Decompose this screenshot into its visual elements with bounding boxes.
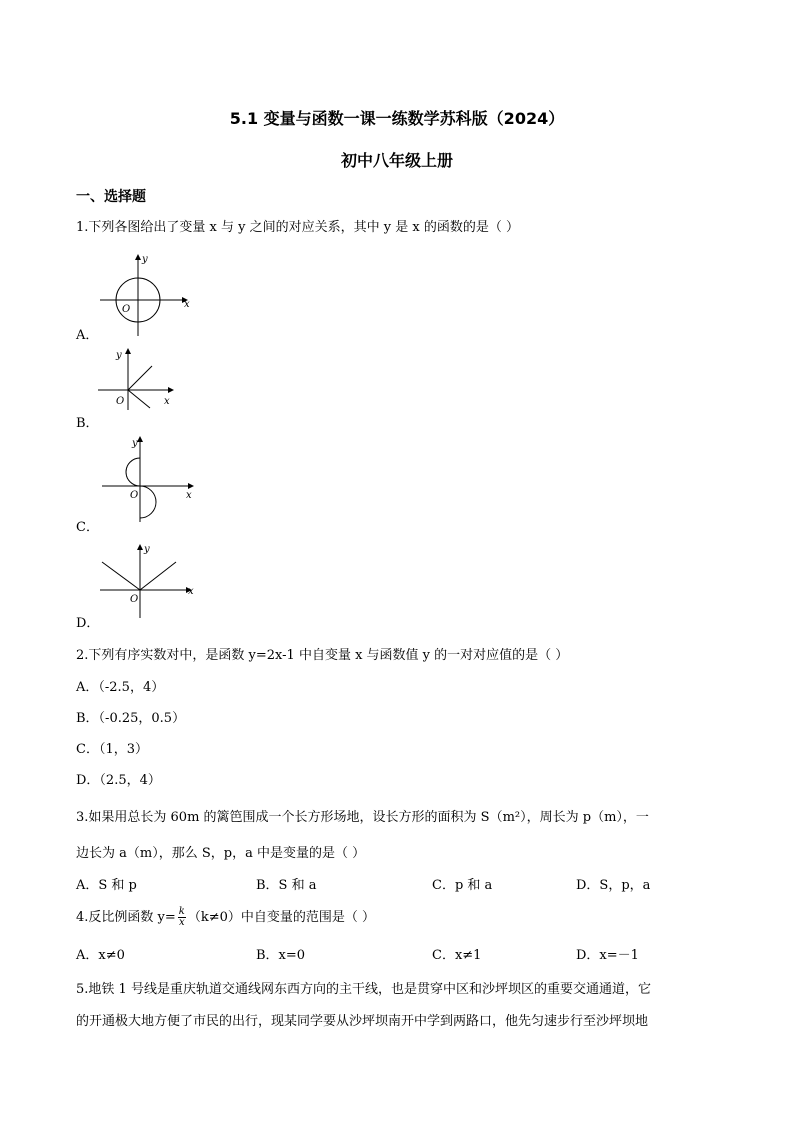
question-5-line-2: 的开通极大地方便了市民的出行，现某同学要从沙坪坝南开中学到两路口，他先匀速步行至沙坪坝地 [76, 1014, 649, 1029]
q4-prefix: 4.反比例函数 y= [76, 910, 176, 925]
question-3-line-1: 3.如果用总长为 60m 的篱笆围成一个长方形场地，设长方形的面积为 S（m²），周长为 p（m），一 [76, 810, 649, 825]
svg-text:O: O [130, 490, 139, 501]
svg-text:O: O [130, 594, 139, 605]
q2-option-b: B．（-0.25，0.5） [76, 711, 186, 726]
question-5-line-1: 5.地铁 1 号线是重庆轨道交通线网东西方向的主干线，也是贯穿中区和沙坪坝区的重要交通通道，它 [76, 982, 651, 997]
section-heading: 一、选择题 [76, 189, 146, 205]
svg-text:y: y [144, 544, 150, 555]
q3-option-c: C．p 和 a [432, 878, 493, 893]
option-a-label: A． [76, 328, 99, 343]
question-1-text: 1.下列各图给出了变量 x 与 y 之间的对应关系，其中 y 是 x 的函数的是（ ） [76, 220, 519, 235]
svg-text:y: y [116, 350, 122, 361]
q3-option-d: D．S，p，a [576, 878, 651, 893]
q2-option-a: A．（-2.5，4） [76, 680, 165, 695]
option-b-label: B． [76, 416, 99, 431]
option-c-label: C． [76, 520, 99, 535]
svg-text:x: x [188, 586, 194, 597]
q4-option-a: A．x≠0 [76, 948, 125, 963]
q3-option-a: A．S 和 p [76, 878, 137, 893]
document-subtitle: 初中八年级上册 [340, 151, 453, 170]
y-axis-label: y [142, 254, 148, 265]
q4-fraction: $\frac{k}{x}$ [178, 906, 185, 928]
q2-option-d: D．（2.5，4） [76, 773, 161, 788]
graph-b-rays [96, 346, 192, 412]
question-2-text: 2.下列有序实数对中，是函数 y=2x-1 中自变量 x 与函数值 y 的一对对应值的是（ ） [76, 648, 569, 663]
svg-text:O: O [116, 396, 125, 407]
option-d-label: D． [76, 616, 100, 631]
q4-option-c: C．x≠1 [432, 948, 482, 963]
graph-a-circle [96, 250, 192, 340]
q3-option-b: B．S 和 a [256, 878, 317, 893]
q4-option-b: B．x=0 [256, 948, 306, 963]
x-axis-label: x [184, 299, 190, 310]
q4-option-d: D．x=－1 [576, 948, 639, 963]
origin-label: O [122, 304, 131, 315]
q2-option-c: C．（1，3） [76, 742, 148, 757]
q4-suffix: （k≠0）中自变量的范围是（ ） [187, 910, 376, 925]
graph-c-semicircles [96, 434, 196, 522]
svg-text:x: x [186, 490, 192, 501]
question-4-text [76, 906, 375, 928]
question-3-line-2: 边长为 a（m），那么 S，p，a 中是变量的是（ ） [76, 846, 366, 861]
svg-text:x: x [164, 396, 170, 407]
document-title: 5.1 变量与函数一课一练数学苏科版（2024） [229, 109, 565, 128]
svg-text:y: y [132, 438, 138, 449]
graph-d-vshape [96, 540, 200, 618]
